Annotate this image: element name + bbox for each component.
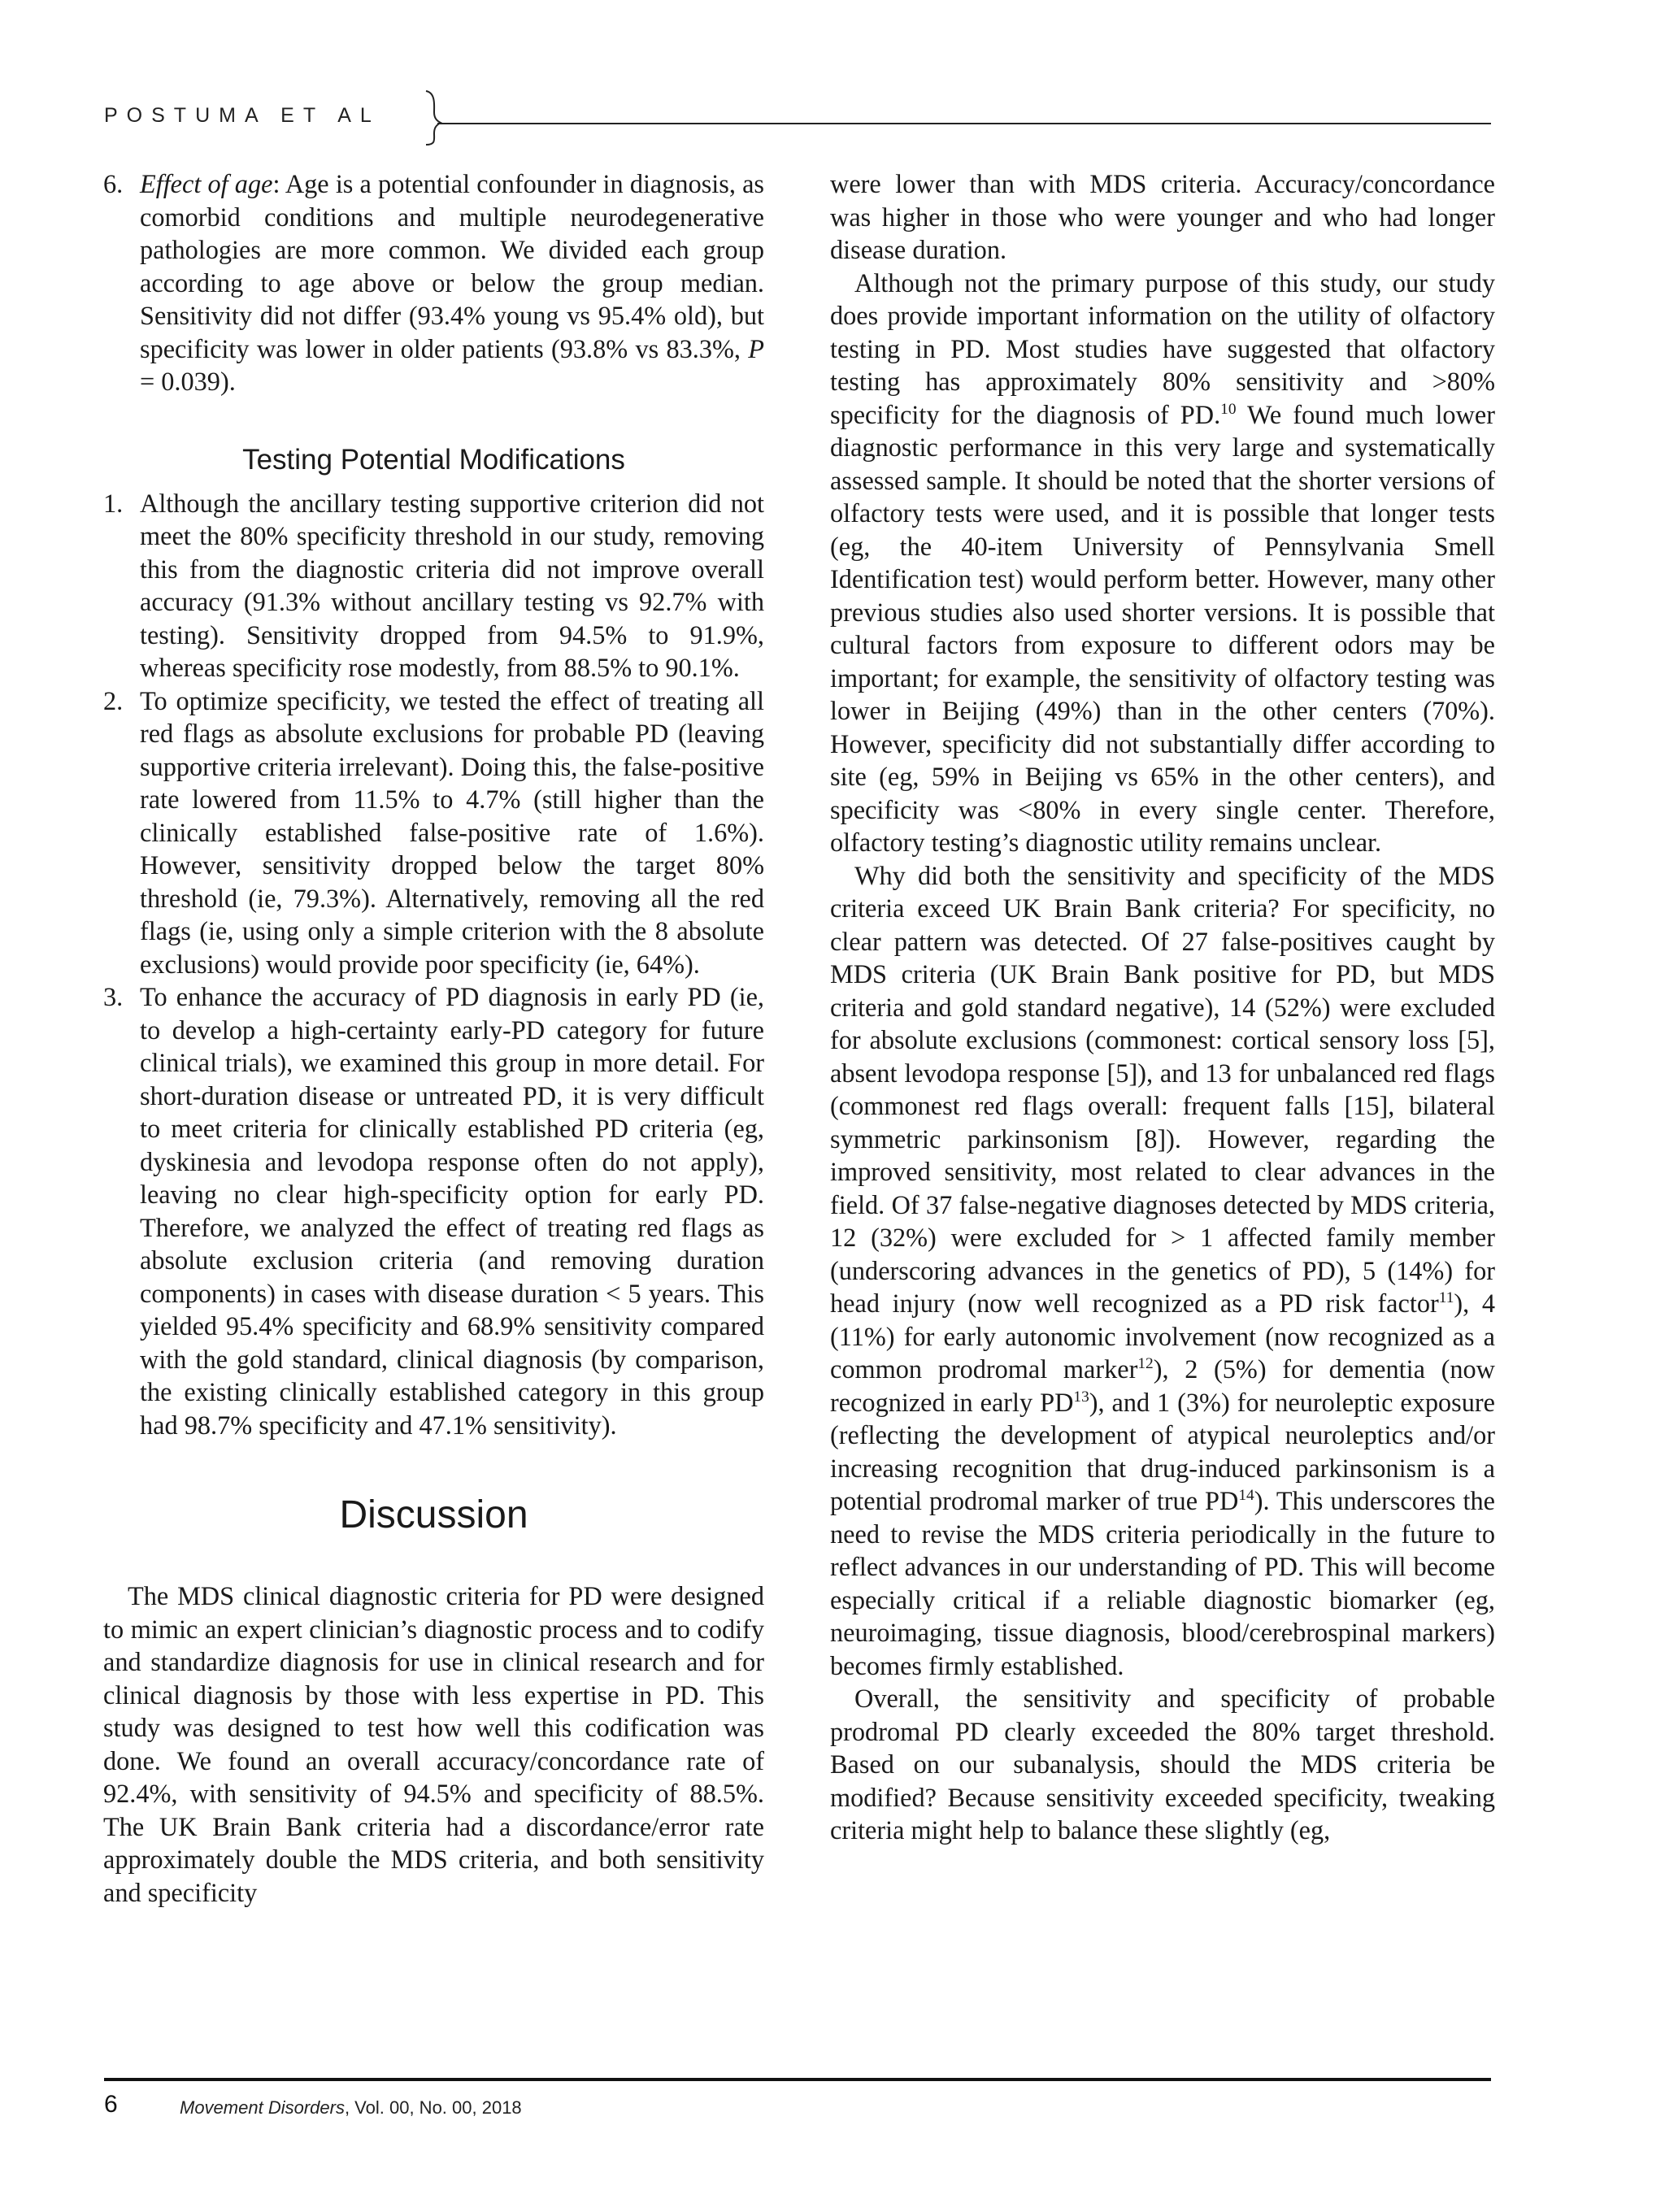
list-item-body (140, 167, 764, 398)
list-item-text: To enhance the accuracy of PD diagnosis in early PD (ie, to develop a high-certainty early-PD category for future clinical trials), we examined this group in more detail. For short-duration disease or untreated PD, it is very difficult to meet criteria for clinically established PD criteria (eg, dyskinesia and levodopa response often do not apply), leaving no clear high-specificity option for early PD. Therefore, we analyzed the effect of treating red flags as absolute exclusion criteria (and removing duration components) in cases with disease duration < 5 years. This yielded 95.4% specificity and 68.9% sensitivity compared with the gold standard, clinical diagnosis (by comparison, the existing clinically established category in this group had 98.7% specificity and 47.1% sensitivity). (140, 982, 764, 1440)
citation-ref: 12 (1137, 1355, 1154, 1373)
citation-ref: 11 (1438, 1289, 1454, 1307)
item-title: Effect of age (140, 169, 273, 198)
list-item-text: Although the ancillary testing supportive criterion did not meet the 80% specificity threshold in our study, removing this from the diagnostic criteria did not improve overall accuracy (91.3% without ancillary testing vs 92.7% with testing). Sensitivity dropped from 94.5% to 91.9%, whereas specificity rose modestly, from 88.5% to 90.1%. (140, 488, 764, 682)
subheading-testing-modifications: Testing Potential Modifications (242, 443, 625, 476)
page-number: 6 (104, 2091, 118, 2118)
list-item-effect-of-age (103, 167, 764, 398)
paragraph-text: We found much lower diagnostic performance in this very large and systematically assessed sample. It should be noted that the shorter versions of olfactory tests were used, and it is possible that longer tests (eg, the 40-item University of Pennsylvania Smell Identification test) would perform better. However, many other previous studies also used shorter versions. It is possible that cultural factors from exposure to different odors may be important; for example, the sensitivity of olfactory testing was lower in Beijing (49%) than in the other centers (70%). However, specificity did not substantially differ according to site (eg, 59% in Beijing vs 65% in the other centers), and specificity was <80% in every single center. Therefore, olfactory testing’s diagnostic utility remains unclear. (830, 399, 1495, 857)
citation-ref: 10 (1220, 400, 1237, 418)
journal-citation (180, 2097, 522, 2119)
footer-rule (104, 2078, 1491, 2081)
paragraph-text: Although not the primary purpose of this study, our study does provide important information on the utility of olfactory testing in PD. Most studies have suggested that olfactory testing has approximately 80% sensitivity and >80% specificity for the diagnosis of PD. (830, 267, 1495, 429)
paragraph-text: ), 2 (5%) for dementia (now recognized in early PD (830, 1354, 1495, 1417)
journal-title: Movement Disorders (180, 2097, 345, 2118)
list-number: 6. (103, 169, 124, 198)
list-number: 2. (103, 685, 124, 715)
citation-ref: 14 (1238, 1487, 1254, 1505)
item-text: : Age is a potential confounder in diagnosis, as comorbid conditions and multiple neurodegenerative pathologies are more common. We divided each group according to age above or below the group median. Sensitivity did not differ (93.4% young vs 95.4% old), but specificity was lower in older patients (93.8% vs 83.3%, (140, 169, 764, 363)
journal-issue: , Vol. 00, No. 00, 2018 (344, 2097, 522, 2118)
list-item (103, 980, 764, 1441)
paragraph-text: ), 4 (11%) for early autonomic involvement (now recognized as a common prodromal marker (830, 1289, 1495, 1384)
list-number: 1. (103, 488, 124, 518)
citation-ref: 13 (1073, 1388, 1089, 1406)
paragraph-olfactory (830, 267, 1495, 859)
right-column (830, 167, 1495, 1847)
p-value: = 0.039). (140, 367, 236, 396)
list-item (103, 684, 764, 981)
running-head: POSTUMA ET AL (104, 104, 380, 127)
age-effect-list (103, 167, 764, 398)
section-heading-discussion: Discussion (339, 1493, 528, 1536)
paragraph-text: ). This underscores the need to revise the MDS criteria periodically in the future to reflect advances in our understanding of PD. This will become especially critical if a reliable diagnostic biomarker (eg, neuroimaging, tissue diagnosis, blood/cerebrospinal markers) becomes firmly established. (830, 1486, 1496, 1680)
p-label: P (748, 333, 764, 363)
paragraph-uk-brain-bank (830, 859, 1495, 1683)
paragraph-overall: Overall, the sensitivity and specificity of probable prodromal PD clearly exceeded the 80% target threshold. Based on our subanalysis, should the MDS criteria be modified? Because sensitivity exceeded specificity, tweaking criteria might help to balance these slightly (eg, (830, 1684, 1495, 1845)
list-item-text: To optimize specificity, we tested the effect of treating all red flags as absolute exclusions for probable PD (leaving supportive criteria irrelevant). Doing this, the false-positive rate lowered from 11.5% to 4.7% (still higher than the clinically established false-positive rate of 1.6%). However, sensitivity dropped below the target 80% threshold (ie, 79.3%). Alternatively, removing all the red flags (ie, using only a simple criterion with the 8 absolute exclusions) would provide poor specificity (ie, 64%). (140, 685, 764, 979)
paragraph-text: ), and 1 (3%) for neuroleptic exposure (reflecting the development of atypical neuroleptics and/or increasing recognition that drug-induced parkinsonism is a potential prodromal marker of true PD (830, 1387, 1495, 1515)
modifications-list (103, 487, 764, 1442)
paragraph-text: Why did both the sensitivity and specificity of the MDS criteria exceed UK Brain Bank criteria? For specificity, no clear pattern was detected. Of 27 false-positives caught by MDS criteria (UK Brain Bank positive for PD, but MDS criteria and gold standard negative), 14 (52%) were excluded for absolute exclusions (commonest: cortical sensory loss [5], absent levodopa response [5]), and 13 for unbalanced red flags (commonest red flags overall: frequent falls [15], bilateral symmetric parkinsonism [8]). However, regarding the improved sensitivity, most related to clear advances in the field. Of 37 false-negative diagnoses detected by MDS criteria, 12 (32%) were excluded for > 1 affected family member (underscoring advances in the genetics of PD), 5 (14%) for head injury (now well recognized as a PD risk factor (830, 860, 1495, 1318)
header-rule (437, 123, 1491, 124)
list-number: 3. (103, 982, 124, 1011)
left-column (103, 167, 764, 1909)
header-brace-icon (424, 89, 442, 146)
paragraph-continued: were lower than with MDS criteria. Accuracy/concordance was higher in those who were younger and who had longer disease duration. (830, 169, 1495, 264)
discussion-paragraph: The MDS clinical diagnostic criteria for PD were designed to mimic an expert clinician’s diagnostic process and to codify and standardize diagnosis for use in clinical research and for clinical diagnosis by those with less expertise in PD. This study was designed to test how well this codification was done. We found an overall accuracy/concordance rate of 92.4%, with sensitivity of 94.5% and specificity of 88.5%. The UK Brain Bank criteria had a discordance/error rate approximately double the MDS criteria, and both sensitivity and specificity (103, 1581, 764, 1907)
list-item (103, 487, 764, 684)
